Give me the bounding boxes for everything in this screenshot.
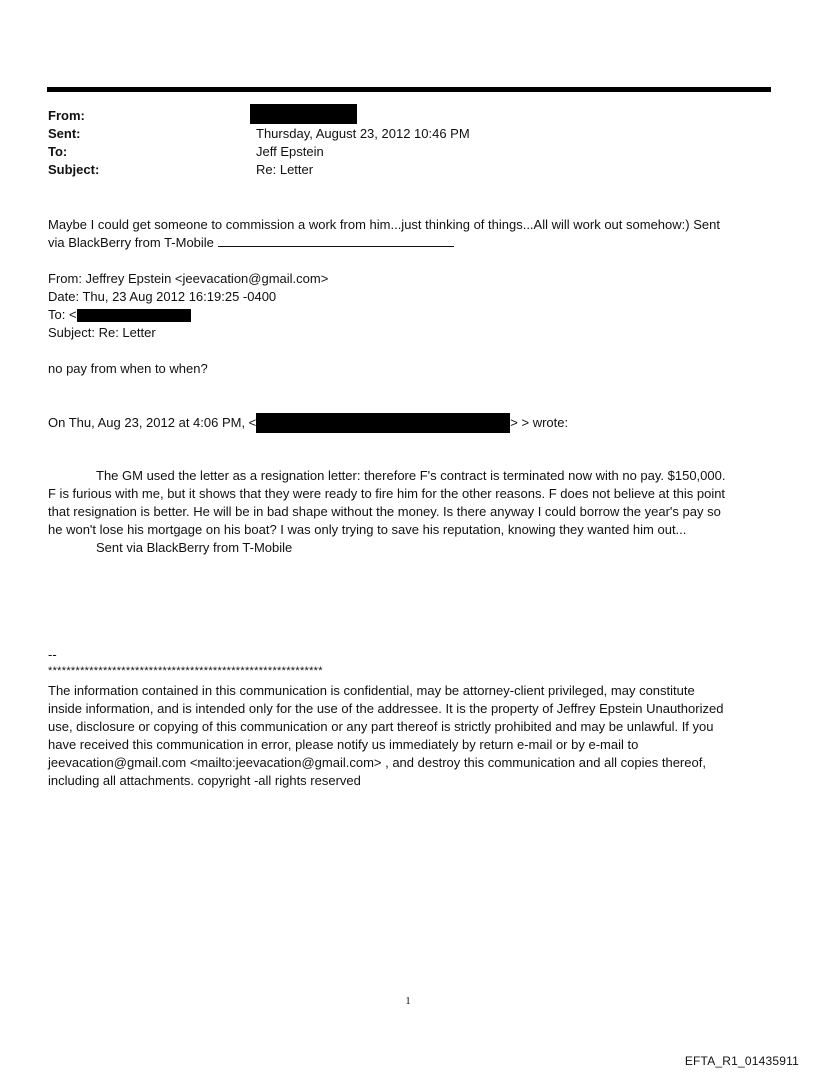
page-number: 1	[405, 995, 411, 1007]
subject-value: Re: Letter	[256, 162, 314, 177]
para-line-4: he won't lose his mortgage on his boat? I was only trying to save his reputation, knowing they wanted him out...	[48, 522, 687, 537]
quoted-to	[48, 306, 191, 324]
on-wrote-prefix: On Thu, Aug 23, 2012 at 4:06 PM, <	[48, 415, 257, 430]
para-line-1	[48, 467, 725, 485]
header-rule	[47, 87, 771, 92]
reply-line-2-text: via BlackBerry from T-Mobile	[48, 235, 214, 250]
quoted-to-prefix: To: <	[48, 307, 77, 322]
para-line-2: F is furious with me, but it shows that they were ready to fire him for the other reasons. F does not believe at this point	[48, 486, 726, 501]
reply-line-2	[48, 234, 454, 252]
disclaimer-line-2: inside information, and is intended only for the use of the addressee. It is the property of Jeffrey Epstein Unauthorized	[48, 701, 724, 716]
email-header	[48, 107, 748, 179]
signature-separator	[218, 235, 454, 247]
disclaimer-line-3: use, disclosure or copying of this communication or any part thereof is strictly prohibited and may be unlawful. If you	[48, 719, 714, 734]
on-wrote-line	[48, 414, 568, 433]
question-line: no pay from when to when?	[48, 361, 208, 376]
disclaimer-line-4: have received this communication in error, please notify us immediately by return e-mail or by e-mail to	[48, 737, 639, 752]
footer-dashes: --	[48, 647, 57, 662]
reply-line-1: Maybe I could get someone to commission a work from him...just thinking of things...All will work out somehow:) Sent	[48, 217, 720, 232]
para-line-3: that resignation is better. He will be in bad shape without the money. Is there anyway I could borrow the year's pay so	[48, 504, 721, 519]
redaction-block	[256, 413, 510, 433]
quoted-from: From: Jeffrey Epstein <jeevacation@gmail.com>	[48, 271, 329, 286]
subject-label: Subject:	[48, 162, 100, 177]
para-signature	[48, 539, 292, 557]
disclaimer-line-1: The information contained in this communication is confidential, may be attorney-client privileged, may constitute	[48, 683, 695, 698]
from-row	[48, 107, 748, 125]
bates-number: EFTA_R1_01435911	[684, 1054, 799, 1068]
quoted-subject: Subject: Re: Letter	[48, 325, 156, 340]
para-line-1-text: The GM used the letter as a resignation letter: therefore F's contract is terminated now with no pay. $150,000.	[96, 468, 726, 483]
to-label: To:	[48, 144, 68, 159]
redaction-block	[250, 104, 357, 124]
sent-row	[48, 125, 748, 143]
on-wrote-suffix: > > wrote:	[510, 415, 569, 430]
from-label: From:	[48, 108, 85, 123]
sent-value: Thursday, August 23, 2012 10:46 PM	[256, 126, 470, 141]
redaction-block	[77, 309, 191, 322]
footer-stars: ************************************************************	[48, 665, 323, 677]
to-value: Jeff Epstein	[256, 144, 324, 159]
disclaimer-line-5: jeevacation@gmail.com <mailto:jeevacation@gmail.com> , and destroy this communication and all copies thereof,	[48, 755, 706, 770]
para-signature-text: Sent via BlackBerry from T-Mobile	[96, 540, 293, 555]
quoted-date: Date: Thu, 23 Aug 2012 16:19:25 -0400	[48, 289, 277, 304]
disclaimer-line-6: including all attachments. copyright -all rights reserved	[48, 773, 361, 788]
subject-row	[48, 161, 748, 179]
to-row	[48, 143, 748, 161]
sent-label: Sent:	[48, 126, 81, 141]
